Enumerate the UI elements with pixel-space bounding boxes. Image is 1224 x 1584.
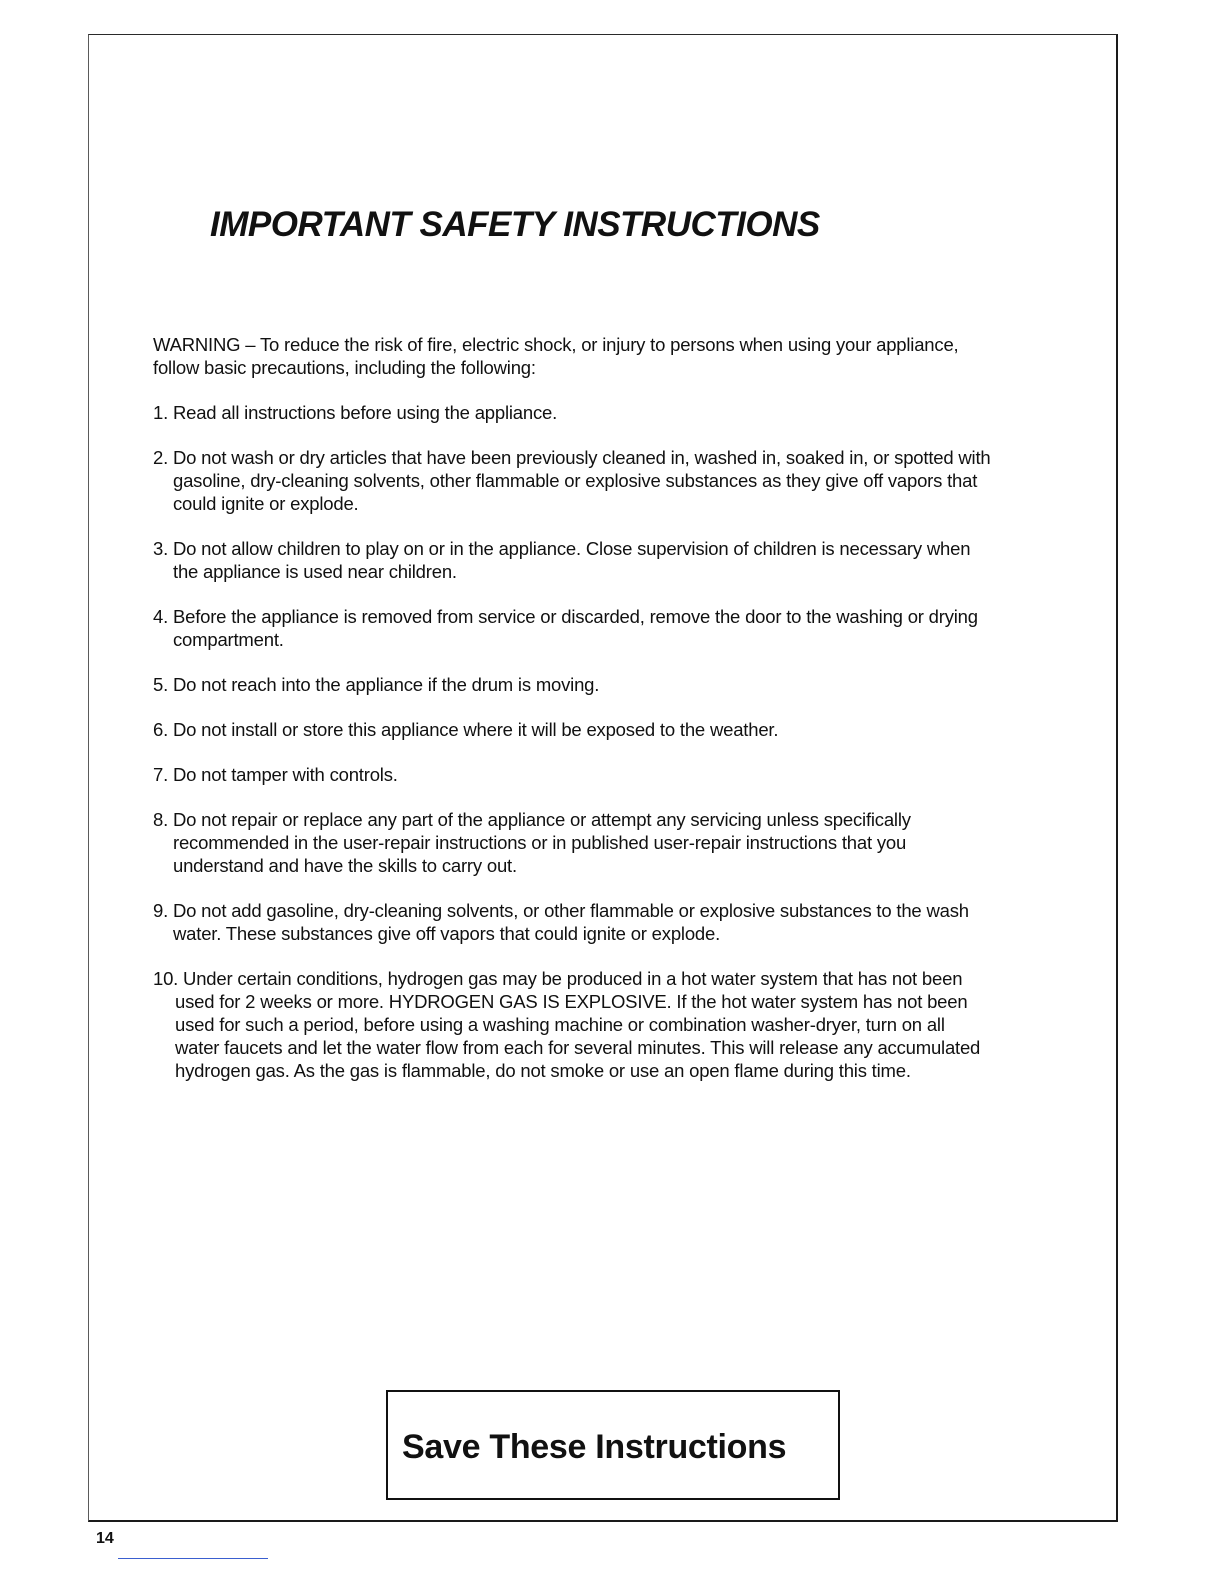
list-item: 8. Do not repair or replace any part of the appliance or attempt any servicing unless specifically recommended in the user-repair instructions or in published user-repair instructions that you understand and have the skills to carry out. bbox=[153, 809, 911, 876]
instruction-list bbox=[153, 401, 993, 1082]
page-number: 14 bbox=[96, 1530, 114, 1547]
footer-rule bbox=[118, 1558, 268, 1559]
list-item: 9. Do not add gasoline, dry-cleaning solvents, or other flammable or explosive substances to the wash water. These substances give off vapors that could ignite or explode. bbox=[153, 900, 969, 944]
list-item: 4. Before the appliance is removed from service or discarded, remove the door to the washing or drying compartment. bbox=[153, 606, 978, 650]
list-item: 3. Do not allow children to play on or in the appliance. Close supervision of children is necessary when the appliance is used near children. bbox=[153, 538, 971, 582]
save-instructions-text: Save These Instructions bbox=[402, 1428, 787, 1466]
warning-paragraph: WARNING – To reduce the risk of fire, electric shock, or injury to persons when using your appliance, follow basic precautions, including the following: bbox=[153, 334, 959, 378]
list-item: 5. Do not reach into the appliance if the drum is moving. bbox=[153, 674, 600, 695]
list-item: 2. Do not wash or dry articles that have been previously cleaned in, washed in, soaked in, or spotted with gasoline, dry-cleaning solvents, other flammable or explosive substances as they give off vapors that could ignite or explode. bbox=[153, 447, 991, 514]
instructions-body bbox=[153, 333, 993, 1104]
page-title: IMPORTANT SAFETY INSTRUCTIONS bbox=[210, 205, 820, 244]
list-item: 6. Do not install or store this appliance where it will be exposed to the weather. bbox=[153, 719, 779, 740]
list-item: 1. Read all instructions before using the appliance. bbox=[153, 402, 558, 423]
list-item: 7. Do not tamper with controls. bbox=[153, 764, 398, 785]
list-item: 10. Under certain conditions, hydrogen gas may be produced in a hot water system that has not been used for 2 weeks or more. HYDROGEN GAS IS EXPLOSIVE. If the hot water system has not been used for such a period, before using a washing machine or combination washer-dryer, turn on all water faucets and let the water flow from each for several minutes. This will release any accumulated hydrogen gas. As the gas is flammable, do not smoke or use an open flame during this time. bbox=[153, 968, 981, 1081]
save-instructions-box bbox=[386, 1390, 840, 1500]
